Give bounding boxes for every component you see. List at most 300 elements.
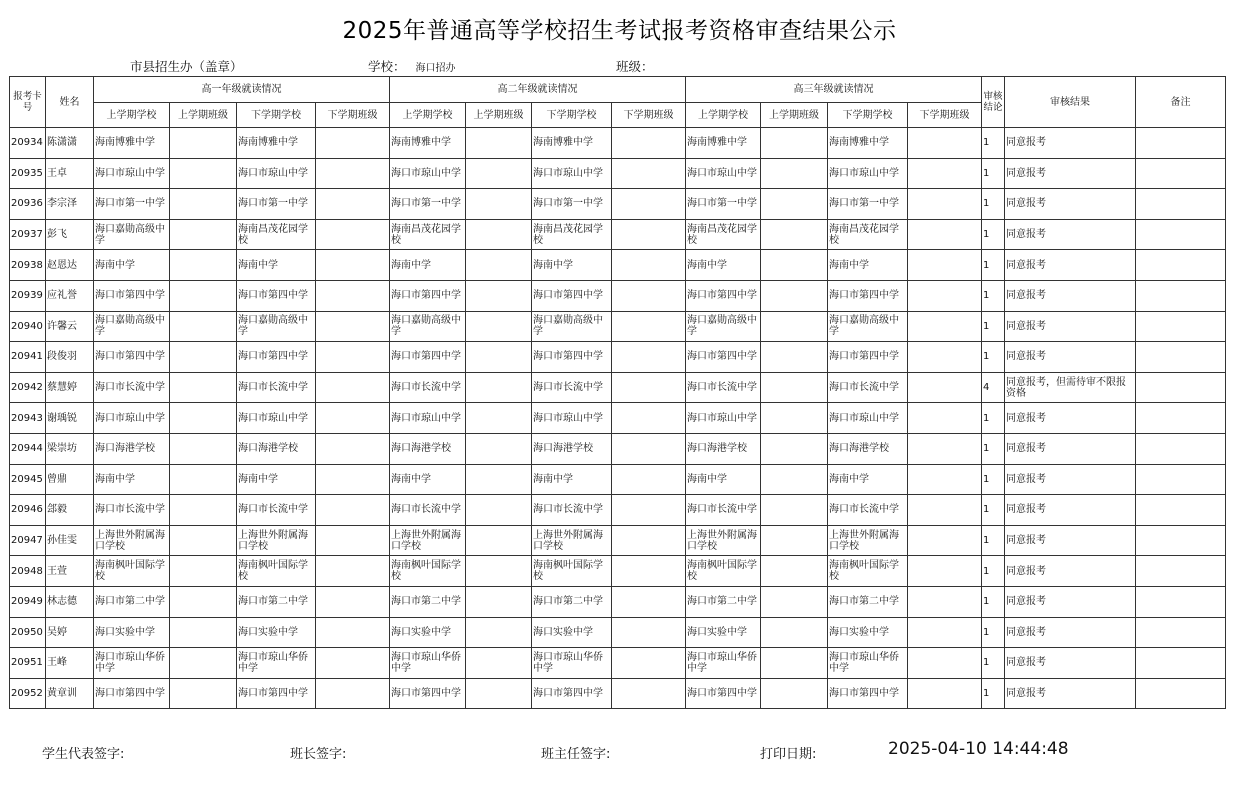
g1-spring-school-cell: 海口市第四中学 [237,678,316,709]
office-label: 市县招生办（盖章） [130,59,243,74]
g1-spring-class-cell [316,219,390,250]
g2-fall-class-cell [466,128,532,159]
student-name-cell: 段俊羽 [46,342,94,373]
student-name-cell: 李宗泽 [46,189,94,220]
g2-spring-class-cell [612,403,686,434]
g2-spring-class-cell [612,372,686,403]
g2-spring-school-cell: 海南博雅中学 [532,128,612,159]
g1-spring-school-cell: 海口市第二中学 [237,586,316,617]
g2-spring-class-cell [612,128,686,159]
g3-fall-school-cell: 海口市长流中学 [686,495,761,526]
header-grade1: 高一年级就读情况 [94,77,390,103]
review-result-cell: 同意报考 [1005,280,1136,311]
g1-fall-school-cell: 上海世外附属海口学校 [94,525,170,556]
review-code-cell: 1 [982,464,1005,495]
remark-cell [1136,403,1226,434]
g3-spring-school-cell: 海口市长流中学 [828,495,908,526]
g1-spring-class-cell [316,342,390,373]
review-code-cell: 1 [982,219,1005,250]
teacher-signature-label: 班主任签字: [541,747,611,762]
g3-spring-class-cell [908,556,982,587]
g2-fall-school-cell: 海口市琼山中学 [390,403,466,434]
review-result-cell: 同意报考 [1005,648,1136,679]
remark-cell [1136,617,1226,648]
g3-spring-school-cell: 海口市琼山中学 [828,158,908,189]
header-g1-spring-class: 下学期班级 [316,103,390,128]
school-value: 海口招办 [415,63,456,74]
g2-fall-school-cell: 海口市长流中学 [390,495,466,526]
g1-spring-class-cell [316,189,390,220]
g3-fall-school-cell: 海口市第一中学 [686,189,761,220]
remark-cell [1136,280,1226,311]
g2-fall-school-cell: 海口市琼山中学 [390,158,466,189]
g1-spring-school-cell: 上海世外附属海口学校 [237,525,316,556]
g1-spring-class-cell [316,678,390,709]
g2-spring-class-cell [612,586,686,617]
g2-spring-class-cell [612,678,686,709]
header-grade2: 高二年级就读情况 [390,77,686,103]
g3-fall-school-cell: 上海世外附属海口学校 [686,525,761,556]
table-row [10,311,1226,342]
remark-cell [1136,128,1226,159]
header-g3-spring-school: 下学期学校 [828,103,908,128]
header-card-no: 报考卡号 [10,77,46,128]
student-name-cell: 黄章训 [46,678,94,709]
header-review-code: 审核结论 [982,77,1005,128]
review-result-cell: 同意报考 [1005,556,1136,587]
g1-fall-school-cell: 海口嘉勋高级中学 [94,311,170,342]
card-number-cell: 20943 [10,403,46,434]
review-code-cell: 1 [982,311,1005,342]
g3-spring-school-cell: 海口实验中学 [828,617,908,648]
student-name-cell: 曾鼎 [46,464,94,495]
g1-fall-school-cell: 海南博雅中学 [94,128,170,159]
review-code-cell: 1 [982,495,1005,526]
g1-spring-class-cell [316,250,390,281]
card-number-cell: 20938 [10,250,46,281]
g1-spring-school-cell: 海口海港学校 [237,433,316,464]
g1-spring-class-cell [316,311,390,342]
g1-fall-school-cell: 海口海港学校 [94,433,170,464]
g3-fall-school-cell: 海口市第二中学 [686,586,761,617]
g3-fall-school-cell: 海口海港学校 [686,433,761,464]
card-number-cell: 20946 [10,495,46,526]
remark-cell [1136,433,1226,464]
header-g3-spring-class: 下学期班级 [908,103,982,128]
remark-cell [1136,372,1226,403]
table-row [10,464,1226,495]
g1-fall-class-cell [170,617,237,648]
review-result-cell: 同意报考 [1005,128,1136,159]
g1-spring-class-cell [316,617,390,648]
g1-fall-class-cell [170,433,237,464]
g3-spring-school-cell: 上海世外附属海口学校 [828,525,908,556]
student-name-cell: 郐毅 [46,495,94,526]
card-number-cell: 20936 [10,189,46,220]
card-number-cell: 20944 [10,433,46,464]
g2-spring-school-cell: 海口市琼山华侨中学 [532,648,612,679]
review-result-cell: 同意报考 [1005,311,1136,342]
g3-fall-school-cell: 海口嘉勋高级中学 [686,311,761,342]
g2-spring-school-cell: 海口市第二中学 [532,586,612,617]
review-result-cell: 同意报考 [1005,342,1136,373]
g2-fall-class-cell [466,158,532,189]
review-code-cell: 1 [982,128,1005,159]
g1-spring-school-cell: 海口嘉勋高级中学 [237,311,316,342]
student-name-cell: 应礼誉 [46,280,94,311]
table-row [10,158,1226,189]
table-row [10,648,1226,679]
g2-spring-class-cell [612,250,686,281]
g2-spring-school-cell: 海南中学 [532,464,612,495]
review-code-cell: 1 [982,525,1005,556]
remark-cell [1136,464,1226,495]
g3-spring-school-cell: 海口市第一中学 [828,189,908,220]
g2-spring-class-cell [612,495,686,526]
remark-cell [1136,250,1226,281]
g3-spring-school-cell: 海口嘉勋高级中学 [828,311,908,342]
g2-fall-school-cell: 海口海港学校 [390,433,466,464]
table-row [10,372,1226,403]
g2-fall-school-cell: 海南昌茂花园学校 [390,219,466,250]
print-timestamp: 2025-04-10 14:44:48 [888,739,1069,759]
remark-cell [1136,678,1226,709]
g1-spring-class-cell [316,586,390,617]
review-result-cell: 同意报考 [1005,678,1136,709]
g1-spring-class-cell [316,372,390,403]
g1-fall-class-cell [170,189,237,220]
g2-spring-class-cell [612,280,686,311]
g1-spring-class-cell [316,128,390,159]
g1-fall-class-cell [170,648,237,679]
g2-fall-class-cell [466,525,532,556]
g3-fall-school-cell: 海口市琼山中学 [686,403,761,434]
table-row [10,617,1226,648]
table-row [10,678,1226,709]
g1-fall-school-cell: 海口实验中学 [94,617,170,648]
g3-spring-school-cell: 海口市长流中学 [828,372,908,403]
g2-fall-class-cell [466,250,532,281]
class-label: 班级： [616,59,654,74]
g2-fall-class-cell [466,556,532,587]
g1-fall-class-cell [170,678,237,709]
g3-fall-school-cell: 海口市第四中学 [686,678,761,709]
header-g3-fall-class: 上学期班级 [761,103,828,128]
student-name-cell: 陈潇潇 [46,128,94,159]
remark-cell [1136,158,1226,189]
g1-fall-school-cell: 海口市第四中学 [94,678,170,709]
g2-fall-class-cell [466,617,532,648]
student-name-cell: 赵恩达 [46,250,94,281]
table-row [10,219,1226,250]
g1-fall-class-cell [170,311,237,342]
g1-fall-school-cell: 海口市长流中学 [94,495,170,526]
g1-spring-school-cell: 海南博雅中学 [237,128,316,159]
card-number-cell: 20948 [10,556,46,587]
g2-fall-school-cell: 海口实验中学 [390,617,466,648]
g2-fall-school-cell: 上海世外附属海口学校 [390,525,466,556]
header-g2-spring-class: 下学期班级 [612,103,686,128]
g3-fall-class-cell [761,586,828,617]
monitor-signature-label: 班长签字: [290,747,347,762]
g2-spring-school-cell: 海口嘉勋高级中学 [532,311,612,342]
g2-fall-school-cell: 海口市第二中学 [390,586,466,617]
g2-fall-school-cell: 海南中学 [390,250,466,281]
g1-spring-class-cell [316,648,390,679]
g1-fall-school-cell: 海南枫叶国际学校 [94,556,170,587]
card-number-cell: 20951 [10,648,46,679]
table-row [10,128,1226,159]
table-row [10,189,1226,220]
student-name-cell: 王卓 [46,158,94,189]
review-code-cell: 1 [982,678,1005,709]
g3-spring-class-cell [908,311,982,342]
g1-fall-class-cell [170,525,237,556]
table-row [10,433,1226,464]
g3-spring-class-cell [908,648,982,679]
g1-spring-school-cell: 海口市琼山中学 [237,403,316,434]
review-table [9,76,1226,709]
remark-cell [1136,525,1226,556]
g2-spring-class-cell [612,617,686,648]
g2-spring-class-cell [612,158,686,189]
g3-spring-class-cell [908,219,982,250]
g1-fall-school-cell: 海口市第一中学 [94,189,170,220]
g2-fall-school-cell: 海口市第四中学 [390,280,466,311]
g1-fall-class-cell [170,586,237,617]
g2-fall-school-cell: 海口市第四中学 [390,678,466,709]
review-result-cell: 同意报考 [1005,586,1136,617]
g1-fall-school-cell: 海南中学 [94,464,170,495]
card-number-cell: 20945 [10,464,46,495]
remark-cell [1136,219,1226,250]
review-code-cell: 1 [982,250,1005,281]
g3-fall-school-cell: 海南博雅中学 [686,128,761,159]
review-code-cell: 1 [982,342,1005,373]
review-result-cell: 同意报考 [1005,219,1136,250]
g3-spring-school-cell: 海口市第二中学 [828,586,908,617]
g1-fall-class-cell [170,342,237,373]
review-code-cell: 1 [982,158,1005,189]
g3-fall-class-cell [761,617,828,648]
g1-spring-class-cell [316,556,390,587]
review-result-cell: 同意报考，但需待审不限报资格 [1005,372,1136,403]
g3-fall-school-cell: 海口市长流中学 [686,372,761,403]
table-row [10,250,1226,281]
g3-spring-class-cell [908,617,982,648]
g2-spring-school-cell: 海南枫叶国际学校 [532,556,612,587]
g1-fall-class-cell [170,403,237,434]
review-code-cell: 4 [982,372,1005,403]
student-signature-label: 学生代表签字: [42,747,125,762]
g3-spring-class-cell [908,678,982,709]
review-code-cell: 1 [982,433,1005,464]
student-name-cell: 彭飞 [46,219,94,250]
student-name-cell: 许馨云 [46,311,94,342]
g1-fall-class-cell [170,250,237,281]
card-number-cell: 20952 [10,678,46,709]
student-name-cell: 蔡慧婷 [46,372,94,403]
student-name-cell: 王萱 [46,556,94,587]
card-number-cell: 20950 [10,617,46,648]
g3-fall-class-cell [761,464,828,495]
school-label: 学校： [368,59,406,74]
g1-spring-school-cell: 海南中学 [237,250,316,281]
g3-spring-school-cell: 海口市第四中学 [828,280,908,311]
g3-spring-school-cell: 海口市第四中学 [828,342,908,373]
remark-cell [1136,311,1226,342]
g1-fall-class-cell [170,495,237,526]
g2-fall-class-cell [466,219,532,250]
table-row [10,403,1226,434]
review-code-cell: 1 [982,403,1005,434]
card-number-cell: 20947 [10,525,46,556]
g3-spring-class-cell [908,433,982,464]
g3-fall-school-cell: 海口市第四中学 [686,342,761,373]
g2-spring-school-cell: 海南中学 [532,250,612,281]
g1-fall-school-cell: 海口市长流中学 [94,372,170,403]
g2-fall-school-cell: 海口市长流中学 [390,372,466,403]
g3-fall-school-cell: 海南中学 [686,464,761,495]
g2-fall-class-cell [466,372,532,403]
card-number-cell: 20941 [10,342,46,373]
g3-fall-class-cell [761,678,828,709]
header-g1-spring-school: 下学期学校 [237,103,316,128]
student-name-cell: 谢瑀锐 [46,403,94,434]
student-name-cell: 林志德 [46,586,94,617]
g1-spring-school-cell: 海口市琼山华侨中学 [237,648,316,679]
g1-spring-school-cell: 海口实验中学 [237,617,316,648]
review-code-cell: 1 [982,617,1005,648]
g1-spring-school-cell: 海口市长流中学 [237,495,316,526]
review-code-cell: 1 [982,556,1005,587]
g3-spring-school-cell: 海口市琼山华侨中学 [828,648,908,679]
print-date-label: 打印日期: [760,747,817,762]
g2-fall-class-cell [466,648,532,679]
g1-spring-school-cell: 海口市琼山中学 [237,158,316,189]
g3-fall-class-cell [761,403,828,434]
g2-spring-school-cell: 海口市第四中学 [532,678,612,709]
table-row [10,556,1226,587]
g2-spring-class-cell [612,648,686,679]
student-name-cell: 王峰 [46,648,94,679]
g2-fall-class-cell [466,403,532,434]
g2-spring-class-cell [612,342,686,373]
g3-fall-class-cell [761,158,828,189]
g1-fall-class-cell [170,556,237,587]
student-name-cell: 吴婷 [46,617,94,648]
g2-fall-class-cell [466,495,532,526]
remark-cell [1136,342,1226,373]
g2-fall-class-cell [466,678,532,709]
g3-fall-school-cell: 海口市琼山中学 [686,158,761,189]
student-name-cell: 梁崇坊 [46,433,94,464]
g2-fall-school-cell: 海口市第一中学 [390,189,466,220]
g2-fall-school-cell: 海南中学 [390,464,466,495]
g2-spring-school-cell: 海口实验中学 [532,617,612,648]
g1-spring-school-cell: 海南中学 [237,464,316,495]
g3-spring-class-cell [908,280,982,311]
g1-spring-class-cell [316,280,390,311]
g3-spring-class-cell [908,250,982,281]
review-result-cell: 同意报考 [1005,189,1136,220]
g2-spring-class-cell [612,433,686,464]
g1-spring-class-cell [316,433,390,464]
card-number-cell: 20940 [10,311,46,342]
g3-spring-class-cell [908,464,982,495]
review-result-cell: 同意报考 [1005,433,1136,464]
g1-fall-school-cell: 海口市琼山中学 [94,158,170,189]
g2-fall-class-cell [466,464,532,495]
g1-fall-class-cell [170,219,237,250]
g3-fall-class-cell [761,128,828,159]
g2-spring-school-cell: 海口市长流中学 [532,495,612,526]
g3-spring-class-cell [908,586,982,617]
g2-fall-class-cell [466,433,532,464]
g2-spring-class-cell [612,219,686,250]
remark-cell [1136,556,1226,587]
header-review-result: 审核结果 [1005,77,1136,128]
table-row [10,586,1226,617]
header-g1-fall-class: 上学期班级 [170,103,237,128]
g2-spring-school-cell: 海口市琼山中学 [532,158,612,189]
g1-fall-school-cell: 海南中学 [94,250,170,281]
g1-fall-class-cell [170,158,237,189]
table-row [10,280,1226,311]
header-g2-spring-school: 下学期学校 [532,103,612,128]
g1-fall-school-cell: 海口嘉勋高级中学 [94,219,170,250]
g1-spring-class-cell [316,158,390,189]
g3-fall-class-cell [761,189,828,220]
remark-cell [1136,495,1226,526]
g3-fall-class-cell [761,433,828,464]
g2-fall-school-cell: 海口市琼山华侨中学 [390,648,466,679]
g3-spring-school-cell: 海口市琼山中学 [828,403,908,434]
g2-fall-school-cell: 海南博雅中学 [390,128,466,159]
g3-spring-class-cell [908,495,982,526]
header-grade3: 高三年级就读情况 [686,77,982,103]
g2-fall-class-cell [466,189,532,220]
g2-spring-class-cell [612,525,686,556]
g1-fall-class-cell [170,372,237,403]
g3-fall-class-cell [761,648,828,679]
g1-fall-class-cell [170,128,237,159]
g1-fall-school-cell: 海口市第四中学 [94,280,170,311]
review-result-cell: 同意报考 [1005,403,1136,434]
review-code-cell: 1 [982,586,1005,617]
card-number-cell: 20934 [10,128,46,159]
g3-spring-school-cell: 海南中学 [828,464,908,495]
card-number-cell: 20935 [10,158,46,189]
remark-cell [1136,586,1226,617]
header-g1-fall-school: 上学期学校 [94,103,170,128]
g1-spring-school-cell: 海口市第一中学 [237,189,316,220]
g3-spring-class-cell [908,372,982,403]
g2-spring-class-cell [612,189,686,220]
g2-spring-school-cell: 海口海港学校 [532,433,612,464]
g3-fall-school-cell: 海口市琼山华侨中学 [686,648,761,679]
header-g2-fall-class: 上学期班级 [466,103,532,128]
review-code-cell: 1 [982,189,1005,220]
g2-fall-school-cell: 海口市第四中学 [390,342,466,373]
school-field [368,57,456,75]
g3-fall-class-cell [761,372,828,403]
table-row [10,525,1226,556]
g2-fall-class-cell [466,586,532,617]
remark-cell [1136,189,1226,220]
g2-spring-class-cell [612,311,686,342]
g3-fall-school-cell: 海口市第四中学 [686,280,761,311]
